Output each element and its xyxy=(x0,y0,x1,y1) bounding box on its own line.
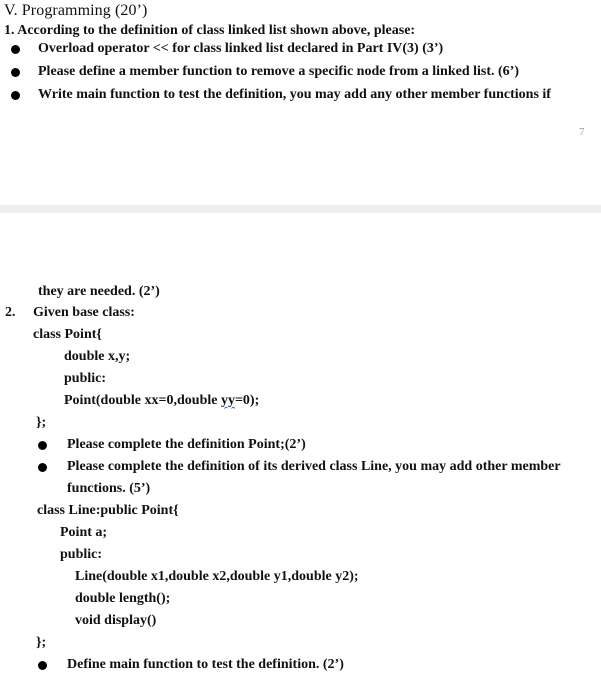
q2-bullet-complete-point: Please complete the definition Point;(2’) xyxy=(67,437,306,452)
line-class-open: class Line:public Point{ xyxy=(37,503,179,518)
q2-bullet-derived-line-cont: functions. (5’) xyxy=(67,481,151,496)
line-class-close: }; xyxy=(36,635,47,650)
line-access: public: xyxy=(60,547,103,562)
q2-bullet-main-function: Define main function to test the definition. (2’) xyxy=(67,657,344,672)
bullet-icon xyxy=(38,463,47,472)
bullet-icon xyxy=(11,91,20,100)
bullet-icon xyxy=(38,661,47,670)
section-title: V. Programming (20’) xyxy=(4,2,148,19)
bullet-icon xyxy=(11,68,20,77)
q2-bullet-derived-line: Please complete the definition of its derived class Line, you may add other member xyxy=(67,459,561,474)
line-display-method: void display() xyxy=(75,613,157,628)
point-constructor-prefix: Point(double xx=0,double xyxy=(64,393,221,408)
spellcheck-underline: yy xyxy=(220,393,235,408)
point-constructor xyxy=(64,392,259,410)
line-length-method: double length(); xyxy=(75,591,171,606)
page-number: 7 xyxy=(579,126,585,138)
line-member: Point a; xyxy=(60,525,108,540)
page-break-divider xyxy=(0,205,601,213)
point-members: double x,y; xyxy=(64,349,131,364)
q1-bullet-overload: Overload operator << for class linked list declared in Part IV(3) (3’) xyxy=(38,41,444,56)
q1-bullet-main-function: Write main function to test the definition, you may add any other member functions if xyxy=(38,87,551,102)
point-constructor-suffix: =0); xyxy=(234,393,260,408)
question-1-intro: 1. According to the definition of class linked list shown above, please: xyxy=(4,23,416,38)
bullet-icon xyxy=(38,441,47,450)
question-2-intro: Given base class: xyxy=(33,305,135,320)
q1-bullet-remove-node: Please define a member function to remove a specific node from a linked list. (6’) xyxy=(38,64,519,79)
point-access: public: xyxy=(64,371,107,386)
bullet-icon xyxy=(11,45,20,54)
question-2-number: 2. xyxy=(5,305,16,320)
q1-continuation: they are needed. (2’) xyxy=(38,284,160,299)
line-constructor: Line(double x1,double x2,double y1,double y2); xyxy=(75,569,359,584)
point-class-close: }; xyxy=(36,415,47,430)
point-class-open: class Point{ xyxy=(33,327,102,342)
